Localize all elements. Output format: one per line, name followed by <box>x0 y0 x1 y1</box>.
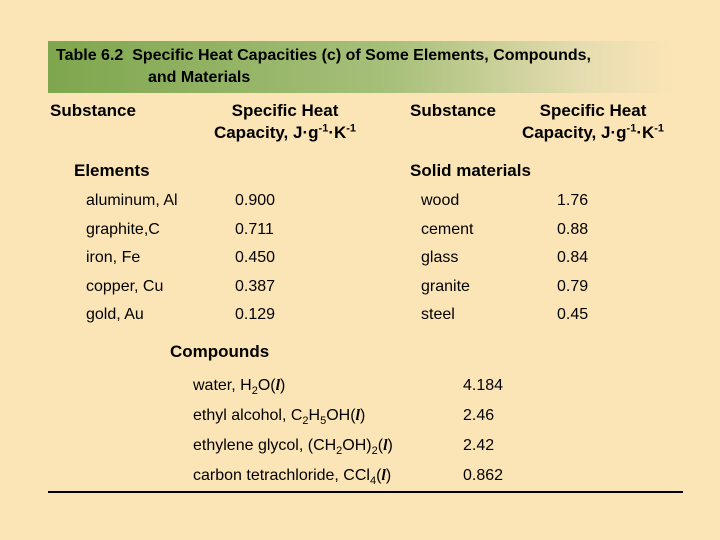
material-name: steel <box>421 306 455 323</box>
table-bottom-rule <box>48 491 683 493</box>
element-value: 0.129 <box>235 306 276 323</box>
element-name: iron, Fe <box>86 249 141 266</box>
header-specific-heat-line1: Specific Heat <box>231 101 339 120</box>
compound-value: 2.46 <box>463 407 495 424</box>
header-specific-heat-right <box>508 101 678 143</box>
material-value: 0.79 <box>557 278 589 295</box>
section-elements: Elements <box>74 161 150 180</box>
table-title <box>56 47 591 65</box>
section-compounds: Compounds <box>170 342 270 361</box>
header-substance-right: Substance <box>410 101 496 120</box>
element-name: aluminum, Al <box>86 192 178 209</box>
element-name: copper, Cu <box>86 278 164 295</box>
material-value: 0.88 <box>557 221 589 238</box>
table-title-line1: Specific Heat Capacities (c) of Some Elements, Compounds, <box>132 47 591 64</box>
compound-value: 4.184 <box>463 377 504 394</box>
table-label: Table 6.2 <box>56 47 124 64</box>
element-value: 0.387 <box>235 278 276 295</box>
compound-name: ethyl alcohol, $C_2H_5OH(l)$ <box>193 407 366 428</box>
element-name: gold, Au <box>86 306 144 323</box>
material-value: 1.76 <box>557 192 589 209</box>
material-value: 0.45 <box>557 306 589 323</box>
material-name: granite <box>421 278 470 295</box>
material-value: 0.84 <box>557 249 589 266</box>
header-specific-heat-line2: Capacity, $J\cdot g^{-1}\cdot K^{-1}$ <box>521 122 665 142</box>
compound-name: water, $H_2O(l)$ <box>193 377 286 398</box>
header-substance-left: Substance <box>50 101 136 120</box>
compound-name: ethylene glycol, $(CH_2OH)_2(l)$ <box>193 437 393 458</box>
element-value: 0.450 <box>235 249 276 266</box>
header-specific-heat-line2: Capacity, $J\cdot g^{-1}\cdot K^{-1}$ <box>213 122 357 142</box>
table-title-line2: and Materials <box>148 69 251 86</box>
header-specific-heat-line1: Specific Heat <box>539 101 647 120</box>
header-specific-heat-left <box>200 101 370 143</box>
element-name: graphite,C <box>86 221 160 238</box>
compound-value: 0.862 <box>463 467 504 484</box>
compound-name: carbon tetrachloride, CCl$_4$(l) <box>193 467 392 488</box>
element-value: 0.900 <box>235 192 276 209</box>
material-name: cement <box>421 221 474 238</box>
material-name: wood <box>421 192 460 209</box>
material-name: glass <box>421 249 459 266</box>
element-value: 0.711 <box>235 221 274 238</box>
compound-value: 2.42 <box>463 437 495 454</box>
section-solid-materials: Solid materials <box>410 161 531 180</box>
